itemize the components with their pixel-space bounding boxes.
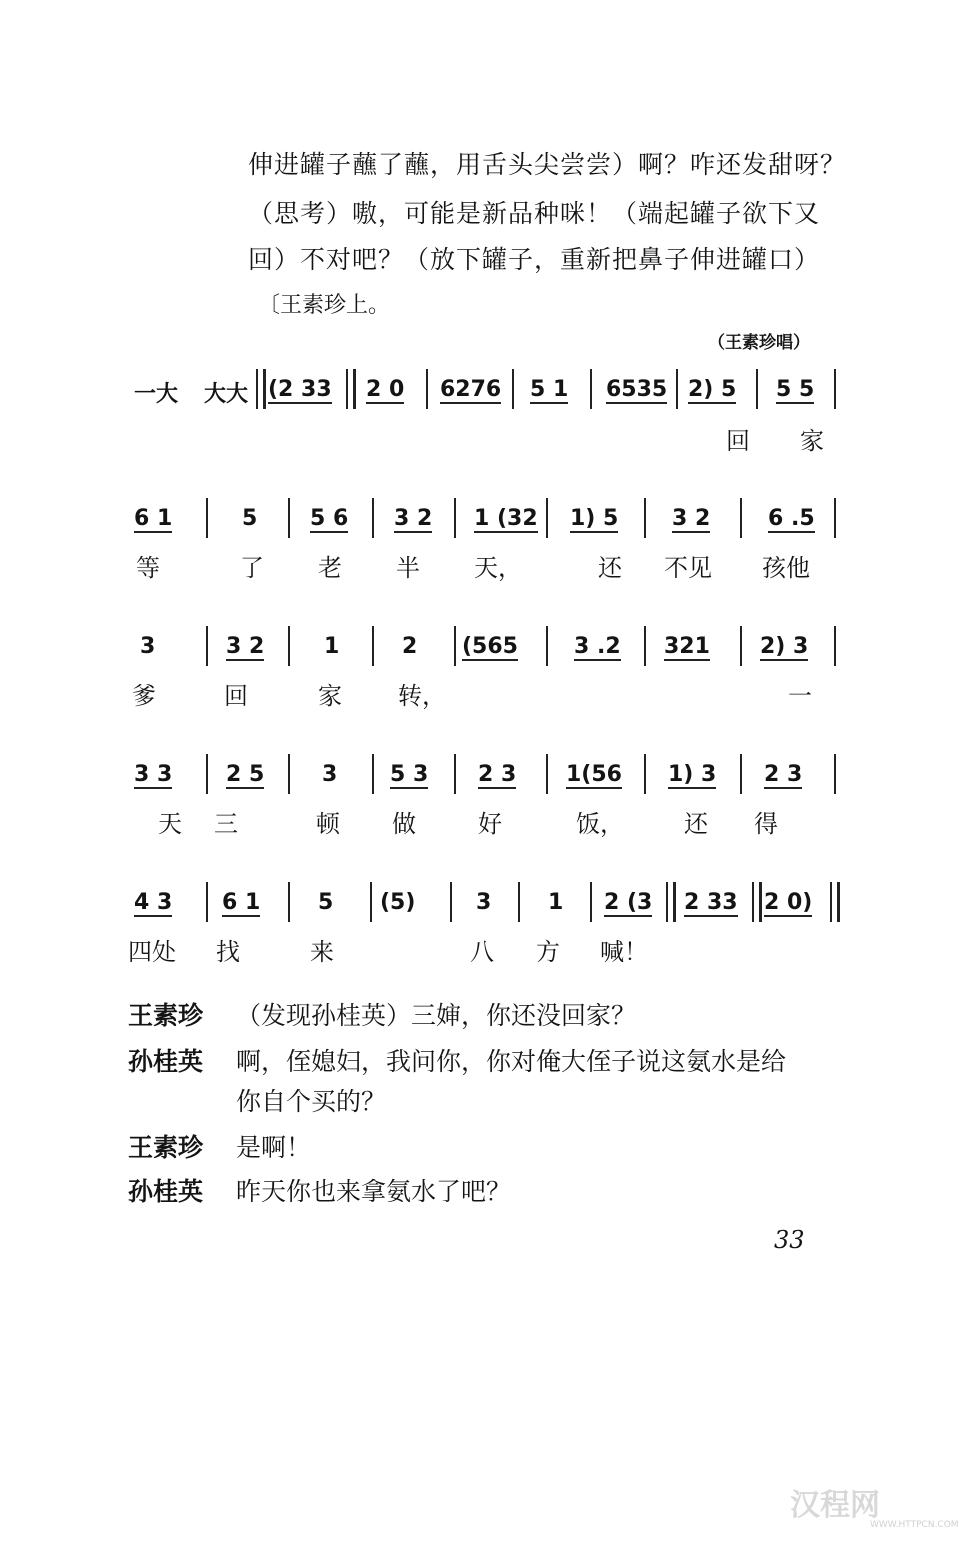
note-cell: 2 0 xyxy=(366,377,405,402)
dialogue-line: 是啊！ xyxy=(236,1133,312,1162)
note-cell: (5) xyxy=(380,890,416,915)
repeat-bar xyxy=(752,882,762,922)
lyric: 老 xyxy=(318,554,342,582)
lyric: 半 xyxy=(396,554,420,582)
lyric: 了 xyxy=(240,554,264,582)
prose-line: 伸进罐子蘸了蘸，用舌头尖尝尝）啊？咋还发甜呀？ xyxy=(248,150,847,179)
lyric: 顿 xyxy=(316,810,340,838)
bar-line xyxy=(372,498,374,538)
note-cell: 3 2 xyxy=(226,634,265,659)
lyric: 饭， xyxy=(576,810,624,838)
lyric: 找 xyxy=(216,938,240,966)
note-cell: 3 2 xyxy=(672,506,711,531)
note-cell: 3 xyxy=(322,762,338,787)
note-cell: 1 xyxy=(548,890,564,915)
lyric: 四处 xyxy=(128,938,176,966)
note-cell: 4 3 xyxy=(134,890,173,915)
page-number: 33 xyxy=(774,1226,805,1254)
note-cell: 5 3 xyxy=(390,762,429,787)
lyric: 还 xyxy=(684,810,708,838)
score-row-2 xyxy=(128,506,848,586)
note-cell: 3 xyxy=(476,890,492,915)
note-cell: 3 xyxy=(140,634,156,659)
lyric: 等 xyxy=(136,554,160,582)
note-cell: 一大 xyxy=(134,382,179,407)
note-cell: 6276 xyxy=(440,377,502,402)
note-cell: 3 3 xyxy=(134,762,173,787)
note-cell: 5 1 xyxy=(530,377,569,402)
note-cell: 2 3 xyxy=(478,762,517,787)
bar-line xyxy=(546,754,548,794)
speaker-name: 孙桂英 xyxy=(128,1177,204,1206)
note-cell: 3 .2 xyxy=(574,634,621,659)
lyric: 得 xyxy=(754,810,778,838)
speaker-name: 王素珍 xyxy=(128,1133,204,1162)
lyric: 爹 xyxy=(132,682,156,710)
lyric: 做 xyxy=(392,810,416,838)
end-bar xyxy=(830,882,840,922)
bar-line xyxy=(740,498,742,538)
bar-line xyxy=(372,754,374,794)
bar-line xyxy=(454,754,456,794)
bar-line xyxy=(644,626,646,666)
note-cell: 6 .5 xyxy=(768,506,815,531)
bar-line xyxy=(372,626,374,666)
bar-line xyxy=(206,498,208,538)
bar-line xyxy=(512,369,514,409)
bar-line xyxy=(206,626,208,666)
lyric: 不见 xyxy=(664,554,712,582)
lyric: 一 xyxy=(788,682,812,710)
prose-line: （思考）嗷，可能是新品种咪！（端起罐子欲下又 xyxy=(248,199,821,228)
speaker-name: 孙桂英 xyxy=(128,1047,204,1076)
lyric: 喊！ xyxy=(600,938,648,966)
lyric: 还 xyxy=(598,554,622,582)
note-cell: 6535 xyxy=(606,377,668,402)
bar-line xyxy=(644,754,646,794)
bar-line xyxy=(546,626,548,666)
score-row-1 xyxy=(128,377,848,457)
bar-line xyxy=(756,369,758,409)
singer-note: （王素珍唱） xyxy=(708,333,810,353)
note-cell: 1) 5 xyxy=(570,506,619,531)
note-cell: 2) 5 xyxy=(688,377,737,402)
bar-line xyxy=(288,882,290,922)
score-row-4 xyxy=(128,762,848,842)
bar-line xyxy=(370,882,372,922)
note-cell: 6 1 xyxy=(134,506,173,531)
note-cell: 2 5 xyxy=(226,762,265,787)
lyric: 三 xyxy=(214,810,238,838)
bar-line xyxy=(206,754,208,794)
lyric: 八 xyxy=(470,938,494,966)
repeat-bar xyxy=(256,369,266,409)
note-cell: 大大 xyxy=(204,382,249,407)
lyric: 好 xyxy=(478,810,502,838)
repeat-bar xyxy=(346,369,356,409)
bar-line xyxy=(450,882,452,922)
lyric: 回 xyxy=(726,427,750,455)
dialogue-line: 你自个买的？ xyxy=(236,1087,387,1116)
bar-line xyxy=(288,626,290,666)
note-cell: 1(56 xyxy=(566,762,622,787)
note-cell: 2) 3 xyxy=(760,634,809,659)
lyric: 家 xyxy=(800,427,824,455)
lyric: 转， xyxy=(398,682,446,710)
dialogue-line: （发现孙桂英）三婶，你还没回家？ xyxy=(236,1001,637,1030)
note-cell: 2 33 xyxy=(684,890,738,915)
note-cell: 2 (3 xyxy=(604,890,653,915)
note-cell: 5 xyxy=(318,890,334,915)
bar-line xyxy=(834,498,836,538)
bar-line xyxy=(676,369,678,409)
lyric: 回 xyxy=(224,682,248,710)
note-cell: 6 1 xyxy=(222,890,261,915)
bar-line xyxy=(288,754,290,794)
score-row-5 xyxy=(128,890,848,970)
bar-line xyxy=(834,754,836,794)
bar-line xyxy=(834,626,836,666)
bar-line xyxy=(740,626,742,666)
bar-line xyxy=(454,626,456,666)
lyric: 家 xyxy=(318,682,342,710)
lyric: 天， xyxy=(474,554,522,582)
watermark-logo: 汉程网 xyxy=(790,1488,880,1523)
bar-line xyxy=(518,882,520,922)
lyric: 天 xyxy=(158,810,182,838)
bar-line xyxy=(590,882,592,922)
bar-line xyxy=(206,882,208,922)
note-cell: 5 5 xyxy=(776,377,815,402)
watermark-url: WWW.HTTPCN.COM xyxy=(870,1520,959,1530)
dialogue-line: 昨天你也来拿氨水了吧？ xyxy=(236,1177,512,1206)
lyric: 孩他 xyxy=(762,554,810,582)
note-cell: 321 xyxy=(664,634,710,659)
bar-line xyxy=(740,754,742,794)
score-row-3 xyxy=(128,634,848,714)
note-cell: (2 33 xyxy=(268,377,332,402)
note-cell: 5 6 xyxy=(310,506,349,531)
note-cell: 3 2 xyxy=(394,506,433,531)
bar-line xyxy=(546,498,548,538)
repeat-bar xyxy=(666,882,676,922)
note-cell: 1 (32 xyxy=(474,506,538,531)
bar-line xyxy=(426,369,428,409)
lyric: 来 xyxy=(310,938,334,966)
note-cell: 2 xyxy=(402,634,418,659)
speaker-name: 王素珍 xyxy=(128,1001,204,1030)
note-cell: 1) 3 xyxy=(668,762,717,787)
bar-line xyxy=(454,498,456,538)
note-cell: 2 0) xyxy=(764,890,813,915)
bar-line xyxy=(590,369,592,409)
prose-line: 回）不对吧？（放下罐子，重新把鼻子伸进罐口） xyxy=(248,245,821,274)
bar-line xyxy=(644,498,646,538)
bar-line xyxy=(288,498,290,538)
stage-direction: 〔王素珍上。 xyxy=(258,293,391,318)
dialogue-line: 啊，侄媳妇，我问你，你对俺大侄子说这氨水是给 xyxy=(236,1047,787,1076)
note-cell: 2 3 xyxy=(764,762,803,787)
note-cell: (565 xyxy=(462,634,518,659)
note-cell: 1 xyxy=(324,634,340,659)
bar-line xyxy=(834,369,836,409)
lyric: 方 xyxy=(536,938,560,966)
note-cell: 5 xyxy=(242,506,258,531)
